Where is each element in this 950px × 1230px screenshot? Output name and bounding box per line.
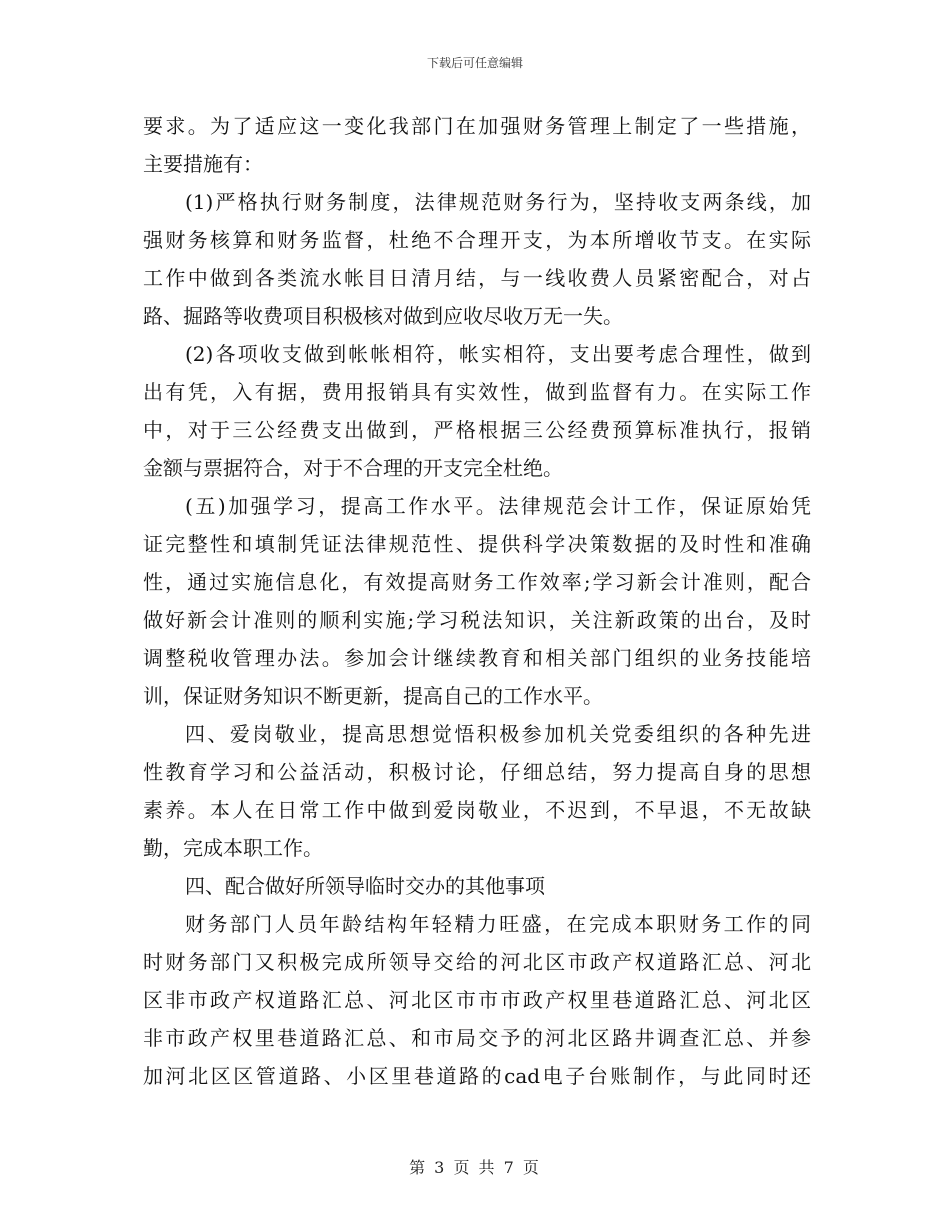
body-text-line: 财务部门人员年龄结构年轻精力旺盛，在完成本职财务工作的同: [185, 912, 811, 936]
body-text-line: 中，对于三公经费支出做到，严格根据三公经费预算标准执行，报销: [143, 418, 811, 442]
body-text-line: 素养。本人在日常工作中做到爱岗敬业，不迟到，不早退，不无故缺: [143, 798, 811, 822]
body-text-line: (2)各项收支做到帐帐相符，帐实相符，支出要考虑合理性，做到: [185, 342, 811, 366]
body-text-line: 证完整性和填制凭证法律规范性、提供科学决策数据的及时性和准确: [143, 532, 811, 556]
body-text-line: 性，通过实施信息化，有效提高财务工作效率;学习新会计准则，配合: [143, 570, 811, 594]
page-number-footer: 第 3 页 共 7 页: [409, 1158, 541, 1177]
document-body: [143, 107, 811, 1095]
body-text-line: 金额与票据符合，对于不合理的开支完全杜绝。: [143, 456, 563, 480]
body-text-line: 性教育学习和公益活动，积极讨论，仔细总结，努力提高自身的思想: [143, 760, 811, 784]
body-text-line: 加河北区区管道路、小区里巷道路的cad电子台账制作，与此同时还: [143, 1064, 811, 1088]
body-text-line: 时财务部门又积极完成所领导交给的河北区市政产权道路汇总、河北: [143, 950, 811, 974]
body-text-line: 要求。为了适应这一变化我部门在加强财务管理上制定了一些措施，: [143, 114, 811, 138]
body-text-line: 勤，完成本职工作。: [143, 836, 323, 860]
body-text-line: 路、掘路等收费项目积极核对做到应收尽收万无一失。: [143, 304, 623, 328]
body-text-line: (五)加强学习，提高工作水平。法律规范会计工作，保证原始凭: [185, 494, 811, 518]
body-text-line: 训，保证财务知识不断更新，提高自己的工作水平。: [143, 684, 603, 708]
body-text-line: 调整税收管理办法。参加会计继续教育和相关部门组织的业务技能培: [143, 646, 811, 670]
body-text-line: 非市政产权里巷道路汇总、和市局交予的河北区路井调查汇总、并参: [143, 1026, 811, 1050]
body-text-line: 做好新会计准则的顺利实施;学习税法知识，关注新政策的出台，及时: [143, 608, 811, 632]
body-text-line: 区非市政产权道路汇总、河北区市市市政产权里巷道路汇总、河北区: [143, 988, 811, 1012]
body-text-line: 出有凭，入有据，费用报销具有实效性，做到监督有力。在实际工作: [143, 380, 811, 404]
page-header-note: 下载后可任意编辑: [426, 56, 523, 70]
body-text-line: 主要措施有：: [143, 152, 263, 176]
body-text-line: 四、爱岗敬业，提高思想觉悟积极参加机关党委组织的各种先进: [185, 722, 811, 746]
body-text-line: 工作中做到各类流水帐目日清月结，与一线收费人员紧密配合，对占: [143, 266, 811, 290]
body-text-line: 强财务核算和财务监督，杜绝不合理开支，为本所增收节支。在实际: [143, 228, 811, 252]
body-text-line: 四、配合做好所领导临时交办的其他事项: [185, 874, 545, 898]
body-text-line: (1)严格执行财务制度，法律规范财务行为，坚持收支两条线，加: [185, 190, 811, 214]
